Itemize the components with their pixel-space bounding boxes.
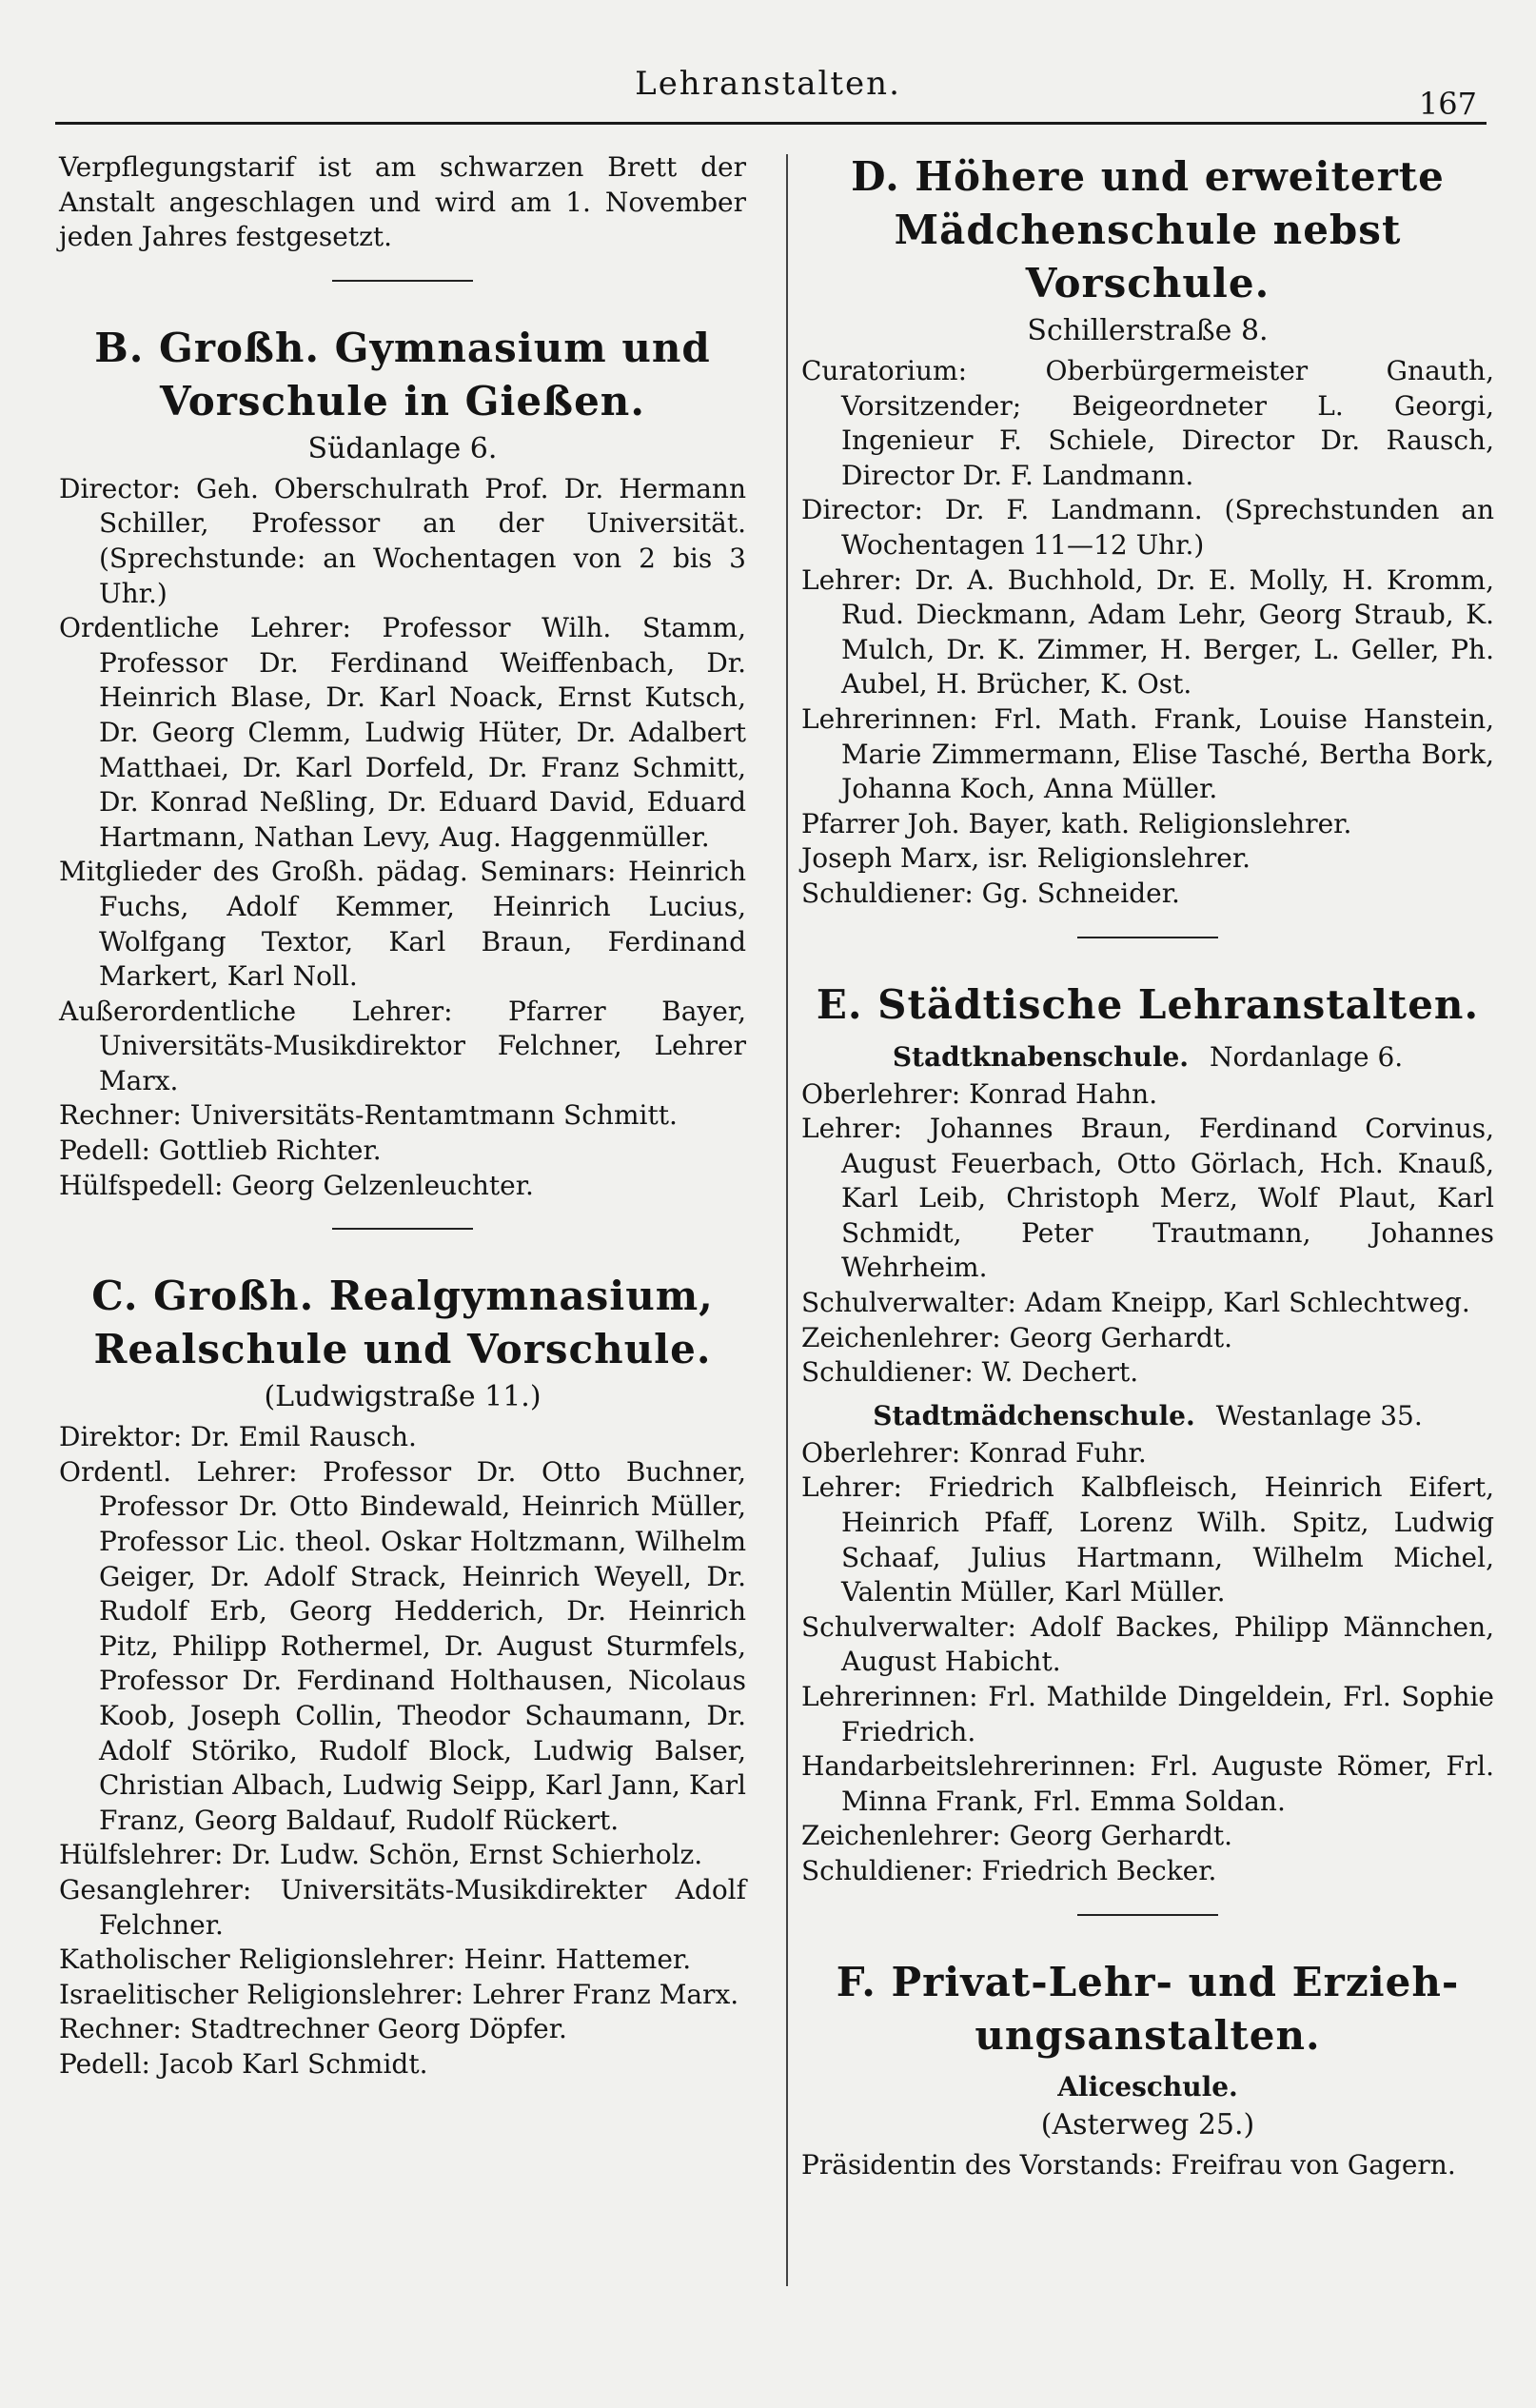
entry-curatorium: Curatorium: Oberbürgermeister Gnauth, Vorsitzender; Beigeordneter L. Georgi, Ingenieur F. Schiele, Director Dr. Rausch, Director Dr. F. Landmann.: [801, 355, 1494, 491]
running-title: Lehranstalten.: [635, 65, 901, 103]
entry-assistant-beadle: Hülfspedell: Georg Gelzenleuchter.: [59, 1169, 534, 1201]
entry-jewish-teacher: Joseph Marx, isr. Religionslehrer.: [801, 842, 1251, 875]
entry-school-administrators: Schulverwalter: Adolf Backes, Philipp Männchen, August Habicht.: [801, 1610, 1494, 1678]
entry-drawing-teacher: Zeichenlehrer: Georg Gerhardt.: [801, 1321, 1233, 1353]
section-f-title-1: F. Privat-Lehr- und Erzieh-: [836, 1958, 1460, 2005]
entry-head-teacher: Oberlehrer: Konrad Hahn.: [801, 1077, 1158, 1110]
girls-school-address: Westanlage 35.: [1215, 1399, 1423, 1431]
entry-accountant: Rechner: Stadtrechner Georg Döpfer.: [59, 2013, 567, 2045]
entry-drawing-teacher: Zeichenlehrer: Georg Gerhardt.: [801, 1820, 1233, 1852]
section-d: [801, 150, 1494, 912]
entry-teachers: Lehrer: Johannes Braun, Ferdinand Corvinus, August Feuerbach, Otto Görlach, Hch. Knauß, Karl Leib, Christoph Merz, Wolf Plaut, Karl Schmidt, Peter Trautmann, Johannes Wehrheim.: [801, 1113, 1494, 1284]
section-b-address: Südanlage 6.: [307, 431, 498, 465]
intro-paragraph: Verpflegungstarif ist am schwarzen Brett der Anstalt angeschlagen und wird am 1. November jeden Jahres festgesetzt.: [59, 151, 746, 253]
alice-school-name: Aliceschule.: [1057, 2070, 1238, 2102]
boys-school-name: Stadtknabenschule.: [892, 1040, 1190, 1073]
entry-seminar: Mitglieder des Großh. pädag. Seminars: Heinrich Fuchs, Adolf Kemmer, Heinrich Lucius, Wolfgang Textor, Karl Braun, Ferdinand Markert, Karl Noll.: [59, 856, 746, 993]
alice-school-address: (Asterweg 25.): [1040, 2107, 1255, 2142]
entry-female-teachers: Lehrerinnen: Frl. Math. Frank, Louise Hanstein, Marie Zimmermann, Elise Tasché, Bertha Bork, Johanna Koch, Anna Müller.: [801, 702, 1494, 805]
entry-female-teachers: Lehrerinnen: Frl. Mathilde Dingeldein, Frl. Sophie Friedrich.: [801, 1681, 1494, 1747]
entry-director: Director: Geh. Oberschulrath Prof. Dr. Hermann Schiller, Professor an der Universität. (Sprechstunde: an Wochentagen von 2 bis 3 Uhr.): [59, 472, 746, 609]
page-number: 167: [1418, 86, 1477, 122]
section-c: [59, 1270, 746, 2082]
entry-beadle: Pedell: Gottlieb Richter.: [59, 1135, 382, 1167]
section-c-title-2: Realschule und Vorschule.: [93, 1326, 712, 1373]
entry-teachers: Lehrer: Friedrich Kalbfleisch, Heinrich Eifert, Heinrich Pfaff, Lorenz Wilh. Spitz, Ludwig Schaaf, Julius Hartmann, Wilhelm Michel, Valentin Müller, Karl Müller.: [801, 1471, 1494, 1609]
section-f: [801, 1956, 1494, 2183]
entry-janitor: Schuldiener: Gg. Schneider.: [801, 877, 1180, 909]
section-f-title-2: ungsanstalten.: [975, 2011, 1321, 2059]
section-separator: [1077, 937, 1218, 938]
column-divider: [786, 154, 788, 2286]
entry-singing-teacher: Gesanglehrer: Universitäts-Musikdirekter Adolf Felchner.: [59, 1873, 746, 1941]
boys-school-heading: [801, 1039, 1494, 1076]
entry-teachers: Ordentliche Lehrer: Professor Wilh. Stamm, Professor Dr. Ferdinand Weiffenbach, Dr. Heinrich Blase, Dr. Karl Noack, Ernst Kutsch, Dr. Georg Clemm, Ludwig Hüter, Dr. Adalbert Matthaei, Dr. Karl Dorfeld, Dr. Franz Schmitt, Dr. Konrad Neßling, Dr. Eduard David, Eduard Hartmann, Nathan Levy, Aug. Haggenmüller.: [59, 612, 746, 853]
entry-head-teacher: Oberlehrer: Konrad Fuhr.: [801, 1436, 1147, 1469]
section-b: [59, 322, 746, 1203]
girls-school-heading: [801, 1398, 1494, 1434]
entry-school-administrators: Schulverwalter: Adam Kneipp, Karl Schlechtweg.: [801, 1287, 1470, 1319]
entry-janitor: Schuldiener: Friedrich Becker.: [801, 1854, 1217, 1886]
entry-director: Director: Dr. F. Landmann. (Sprechstunden an Wochentagen 11—12 Uhr.): [801, 494, 1494, 561]
section-separator: [1077, 1914, 1218, 1916]
section-d-title-1: D. Höhere und erweiterte: [851, 153, 1445, 200]
entry-jewish-teacher: Israelitischer Religionslehrer: Lehrer Franz Marx.: [59, 1978, 739, 2010]
section-e-title: E. Städtische Lehranstalten.: [816, 980, 1480, 1028]
entry-extra-teachers: Außerordentliche Lehrer: Pfarrer Bayer, Universitäts-Musikdirektor Felchner, Lehrer Marx.: [59, 995, 746, 1096]
entry-director: Direktor: Dr. Emil Rausch.: [59, 1421, 417, 1453]
section-c-title-1: C. Großh. Realgymnasium,: [91, 1273, 714, 1320]
section-c-address: (Ludwigstraße 11.): [264, 1380, 542, 1414]
entry-president: Präsidentin des Vorstands: Freifrau von Gagern.: [801, 2148, 1456, 2181]
entry-needlework-teachers: Handarbeitslehrerinnen: Frl. Auguste Römer, Frl. Minna Frank, Frl. Emma Soldan.: [801, 1750, 1494, 1817]
header-rule: [55, 122, 1487, 125]
entry-catholic-teacher: Katholischer Religionslehrer: Heinr. Hattemer.: [59, 1944, 692, 1976]
girls-school-name: Stadtmädchenschule.: [873, 1399, 1195, 1431]
entry-catholic-teacher: Pfarrer Joh. Bayer, kath. Religionslehrer.: [801, 807, 1352, 839]
entry-teachers: Ordentl. Lehrer: Professor Dr. Otto Buchner, Professor Dr. Otto Bindewald, Heinrich Müller, Professor Lic. theol. Oskar Holtzmann, Wilhelm Geiger, Dr. Adolf Strack, Heinrich Weyell, Dr. Rudolf Erb, Georg Hedderich, Dr. Heinrich Pitz, Philipp Rothermel, Dr. August Sturmfels, Professor Dr. Ferdinand Holthausen, Nicolaus Koob, Joseph Collin, Theodor Schaumann, Dr. Adolf Störiko, Rudolf Block, Ludwig Balser, Christian Albach, Ludwig Seipp, Karl Jann, Karl Franz, Georg Baldauf, Rudolf Rückert.: [59, 1455, 746, 1836]
section-separator: [332, 1228, 473, 1230]
entry-teachers: Lehrer: Dr. A. Buchhold, Dr. E. Molly, H. Kromm, Rud. Dieckmann, Adam Lehr, Georg Straub, K. Mulch, Dr. K. Zimmer, H. Berger, L. Geller, Ph. Aubel, H. Brücher, K. Ost.: [801, 563, 1494, 701]
section-b-title-2: Vorschule in Gießen.: [160, 377, 645, 424]
boys-school-address: Nordanlage 6.: [1210, 1040, 1404, 1073]
section-separator: [332, 280, 473, 282]
entry-assistant-teachers: Hülfslehrer: Dr. Ludw. Schön, Ernst Schierholz.: [59, 1839, 703, 1871]
entry-beadle: Pedell: Jacob Karl Schmidt.: [59, 2047, 428, 2080]
right-column: [801, 150, 1494, 2182]
entry-janitor: Schuldiener: W. Dechert.: [801, 1356, 1139, 1389]
left-column: [59, 150, 746, 2082]
section-b-title-1: B. Großh. Gymnasium und: [94, 324, 711, 371]
entry-accountant: Rechner: Universitäts-Rentamtmann Schmitt.: [59, 1099, 678, 1132]
section-e: [801, 978, 1494, 1889]
section-d-title-2: Mädchenschule nebst Vorschule.: [894, 207, 1402, 306]
section-d-address: Schillerstraße 8.: [1027, 314, 1269, 347]
